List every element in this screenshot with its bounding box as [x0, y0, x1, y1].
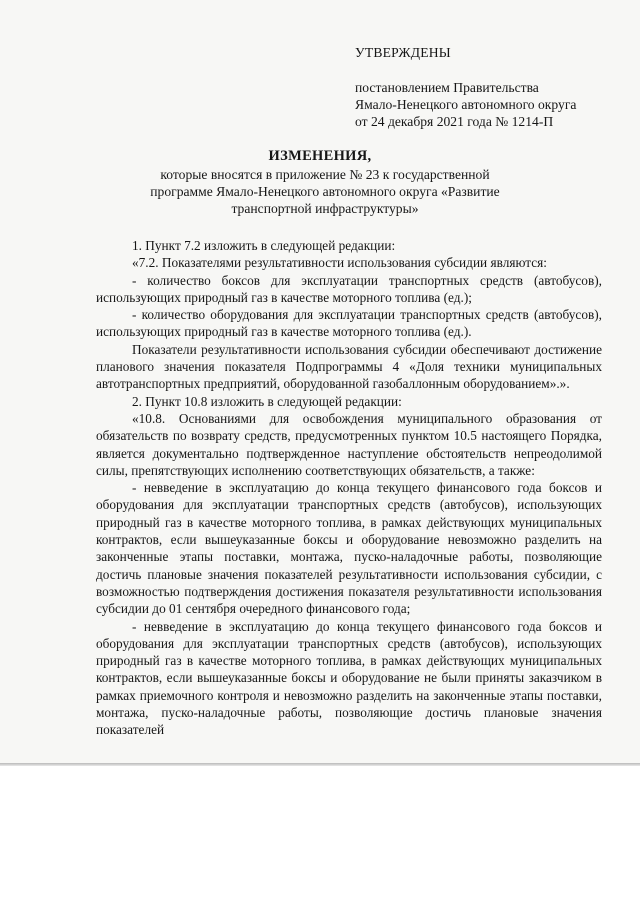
- page-edge: [0, 763, 640, 766]
- approval-stamp: [355, 44, 625, 130]
- paragraph: - невведение в эксплуатацию до конца текущего финансового года боксов и оборудования для эксплуатации транспортных средств (автобусов), использующих природный газ в качестве моторного топлива, в рамках действующих муниципальных контрактов, если вышеуказанные боксы и оборудование не были приняты заказчиком в рамках приемочного контроля и невозможно разделить на законченные этапы поставки, монтажа, пуско-наладочные работы, позволяющие достичь плановые значения показателей: [96, 618, 602, 738]
- paragraph: - количество боксов для эксплуатации транспортных средств (автобусов), использующих природный газ в качестве моторного топлива (ед.);: [96, 272, 602, 305]
- paragraph: «7.2. Показателями результативности использования субсидии являются:: [132, 255, 547, 271]
- document-title: ИЗМЕНЕНИЯ,: [268, 148, 372, 164]
- approval-line: от 24 декабря 2021 года № 1214-П: [355, 114, 554, 129]
- paragraph: Показатели результативности использования субсидии обеспечивают достижение планового значения показателя Подпрограммы 4 «Доля техники муниципальных автотранспортных предприятий, оборудованной газобаллонным оборудованием».».: [96, 341, 602, 392]
- paragraph: «10.8. Основаниями для освобождения муниципального образования от обязательств по возврату средств, предусмотренных пунктом 10.5 настоящего Порядка, является документально подтвержденное наступление обстоятельств непреодолимой силы, препятствующих исполнению соответствующих обязательств, а также:: [96, 410, 602, 478]
- approval-word: УТВЕРЖДЕНЫ: [355, 45, 451, 60]
- paragraph: - количество оборудования для эксплуатации транспортных средств (автобусов), использующих природный газ в качестве моторного топлива (ед.).: [96, 307, 602, 340]
- paragraph: 2. Пункт 10.8 изложить в следующей редакции:: [132, 393, 402, 409]
- paragraph: 1. Пункт 7.2 изложить в следующей редакции:: [132, 238, 396, 253]
- approval-line: постановлением Правительства: [355, 80, 539, 95]
- paragraph: - невведение в эксплуатацию до конца текущего финансового года боксов и оборудования для эксплуатации транспортных средств (автобусов), использующих природный газ в качестве моторного топлива, в рамках действующих муниципальных контрактов, если вышеуказанные боксы и оборудование невозможно разделить на законченные этапы поставки, монтажа, пуско-наладочные работы, позволяющие достичь плановые значения показателей результативности использования субсидии, с возможностью подтверждения достижения показателя результативности использования субсидии до 01 сентября очередного финансового года;: [96, 480, 602, 617]
- document-subtitle: которые вносятся в приложение № 23 к государственной программе Ямало-Ненецкого автономного округа «Развитие транспортной инфраструктуры»: [150, 167, 500, 216]
- document-body: [96, 237, 602, 739]
- approval-line: Ямало-Ненецкого автономного округа: [355, 97, 577, 112]
